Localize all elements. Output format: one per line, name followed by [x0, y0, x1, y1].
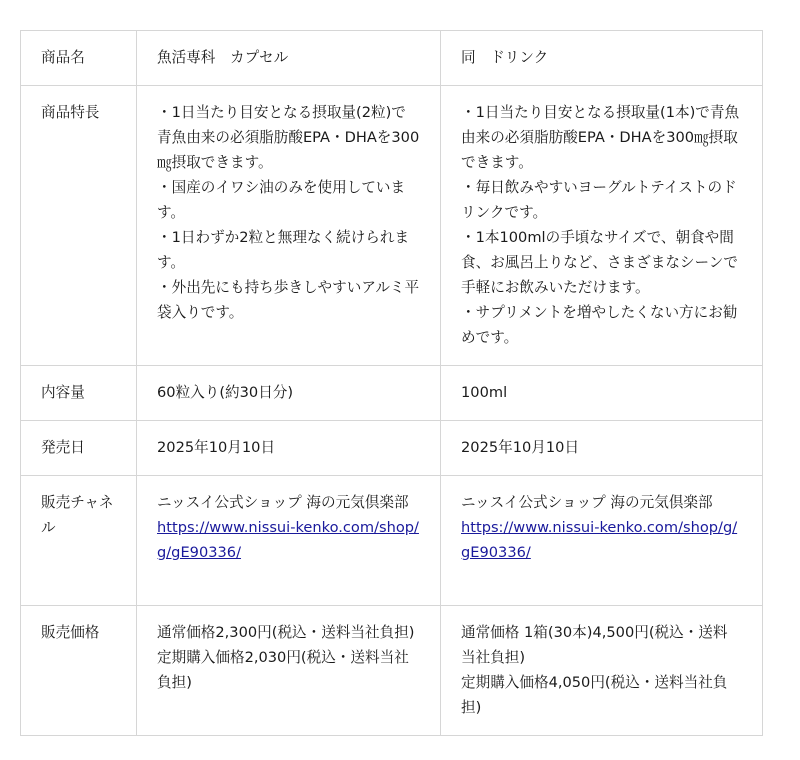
row-features [21, 86, 763, 366]
regular-price: 通常価格2,300円(税込・送料当社負担) [157, 624, 415, 641]
release-date-drink: 2025年10月10日 [441, 421, 763, 476]
sales-channel-drink [441, 476, 763, 606]
label-release-date: 発売日 [21, 421, 137, 476]
shop-link[interactable]: https://www.nissui-kenko.com/shop/g/gE90336/ [461, 519, 738, 561]
row-price [21, 606, 763, 736]
shop-link[interactable]: https://www.nissui-kenko.com/shop/g/gE90336/ [157, 519, 419, 561]
sales-channel-capsule [137, 476, 441, 606]
product-name-drink: 同 ドリンク [441, 31, 763, 86]
label-volume: 内容量 [21, 366, 137, 421]
row-product-name [21, 31, 763, 86]
shop-name: ニッスイ公式ショップ 海の元気倶楽部 [157, 494, 409, 511]
label-product-name: 商品名 [21, 31, 137, 86]
label-price: 販売価格 [21, 606, 137, 736]
feature-line: ・1日当たり目安となる摂取量(1本)で青魚由来の必須脂肪酸EPA・DHAを300㎎摂取できます。 [461, 104, 740, 171]
feature-line: ・1日当たり目安となる摂取量(2粒)で青魚由来の必須脂肪酸EPA・DHAを300㎎摂取できます。 [157, 104, 420, 171]
label-sales-channel: 販売チャネル [21, 476, 137, 606]
feature-line: ・1本100mlの手頃なサイズで、朝食や間食、お風呂上りなど、さまざまなシーンで手軽にお飲みいただけます。 [461, 229, 738, 296]
product-name-capsule: 魚活専科 カプセル [137, 31, 441, 86]
price-capsule [137, 606, 441, 736]
features-capsule [137, 86, 441, 366]
price-drink [441, 606, 763, 736]
subscription-price: 定期購入価格4,050円(税込・送料当社負担) [461, 674, 728, 716]
features-drink [441, 86, 763, 366]
row-volume [21, 366, 763, 421]
volume-drink: 100ml [441, 366, 763, 421]
regular-price: 通常価格 1箱(30本)4,500円(税込・送料当社負担) [461, 624, 728, 666]
subscription-price: 定期購入価格2,030円(税込・送料当社負担) [157, 649, 409, 691]
feature-line: ・国産のイワシ油のみを使用しています。 [157, 179, 406, 221]
feature-line: ・外出先にも持ち歩きしやすいアルミ平袋入りです。 [157, 279, 420, 321]
feature-line: ・毎日飲みやすいヨーグルトテイストのドリンクです。 [461, 179, 737, 221]
label-features: 商品特長 [21, 86, 137, 366]
release-date-capsule: 2025年10月10日 [137, 421, 441, 476]
feature-line: ・サプリメントを増やしたくない方にお勧めです。 [461, 304, 738, 346]
product-spec-table [20, 30, 763, 736]
shop-name: ニッスイ公式ショップ 海の元気倶楽部 [461, 494, 713, 511]
row-release-date [21, 421, 763, 476]
row-sales-channel [21, 476, 763, 606]
volume-capsule: 60粒入り(約30日分) [137, 366, 441, 421]
feature-line: ・1日わずか2粒と無理なく続けられます。 [157, 229, 410, 271]
